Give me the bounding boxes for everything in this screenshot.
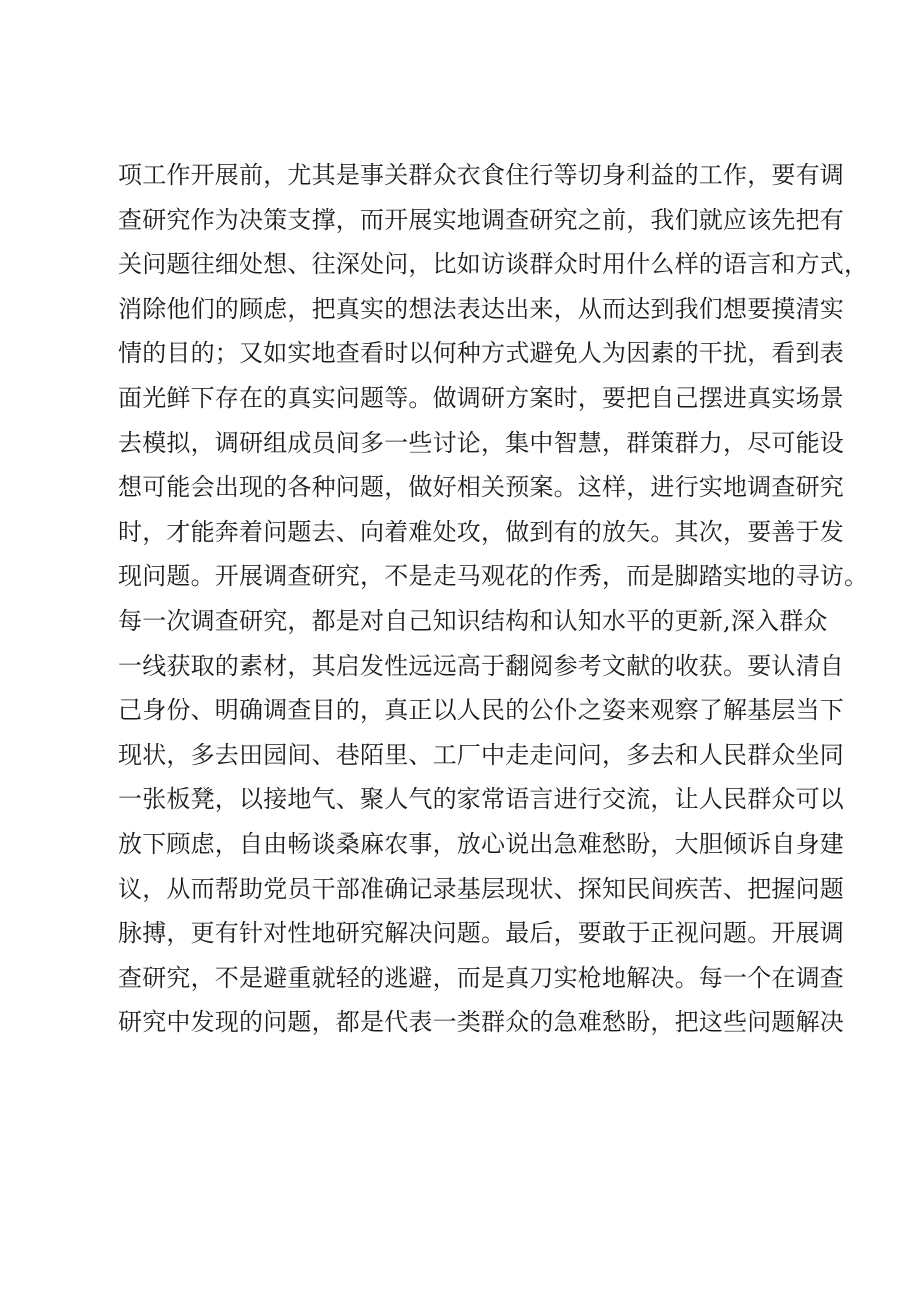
text-line: 一张板凳，以接地气、聚人气的家常语言进行交流，让人民群众可以 <box>118 785 844 814</box>
text-line: 研究中发现的问题，都是代表一类群众的急难愁盼，把这些问题解决 <box>118 1008 844 1037</box>
body-paragraph <box>118 153 869 1045</box>
text-line: 己身份、明确调查目的，真正以人民的公仆之姿来观察了解基层当下 <box>118 696 844 725</box>
text-line: 查研究，不是避重就轻的逃避，而是真刀实枪地解决。每一个在调查 <box>118 963 844 992</box>
text-line: 想可能会出现的各种问题，做好相关预案。这样，进行实地调查研究 <box>118 473 844 502</box>
text-line: 面光鲜下存在的真实问题等。做调研方案时，要把自己摆进真实场景 <box>118 383 844 412</box>
text-line: 一线获取的素材，其启发性远远高于翻阅参考文献的收获。要认清自 <box>118 651 844 680</box>
text-line: 时，才能奔着问题去、向着难处攻，做到有的放矢。其次，要善于发 <box>118 517 844 546</box>
text-line: 现问题。开展调查研究，不是走马观花的作秀，而是脚踏实地的寻访。 <box>118 562 869 591</box>
text-line: 脉搏，更有针对性地研究解决问题。最后，要敢于正视问题。开展调 <box>118 919 844 948</box>
text-line: 情的目的；又如实地查看时以何种方式避免人为因素的干扰，看到表 <box>118 339 844 368</box>
text-line: 议，从而帮助党员干部准确记录基层现状、探知民间疾苦、把握问题 <box>118 874 844 903</box>
text-line: 查研究作为决策支撑，而开展实地调查研究之前，我们就应该先把有 <box>118 205 844 234</box>
text-line: 项工作开展前，尤其是事关群众衣食住行等切身利益的工作，要有调 <box>118 161 844 189</box>
text-line: 现状，多去田园间、巷陌里、工厂中走走问问，多去和人民群众坐同 <box>118 740 844 769</box>
text-line: 每一次调查研究，都是对自己知识结构和认知水平的更新,深入群众 <box>118 606 828 635</box>
text-line: 关问题往细处想、往深处问，比如访谈群众时用什么样的语言和方式， <box>118 250 869 279</box>
text-line: 放下顾虑，自由畅谈桑麻农事，放心说出急难愁盼，大胆倾诉自身建 <box>118 829 844 858</box>
text-line: 去模拟，调研组成员间多一些讨论，集中智慧，群策群力，尽可能设 <box>118 428 844 457</box>
text-line: 消除他们的顾虑，把真实的想法表达出来，从而达到我们想要摸清实 <box>118 294 844 323</box>
